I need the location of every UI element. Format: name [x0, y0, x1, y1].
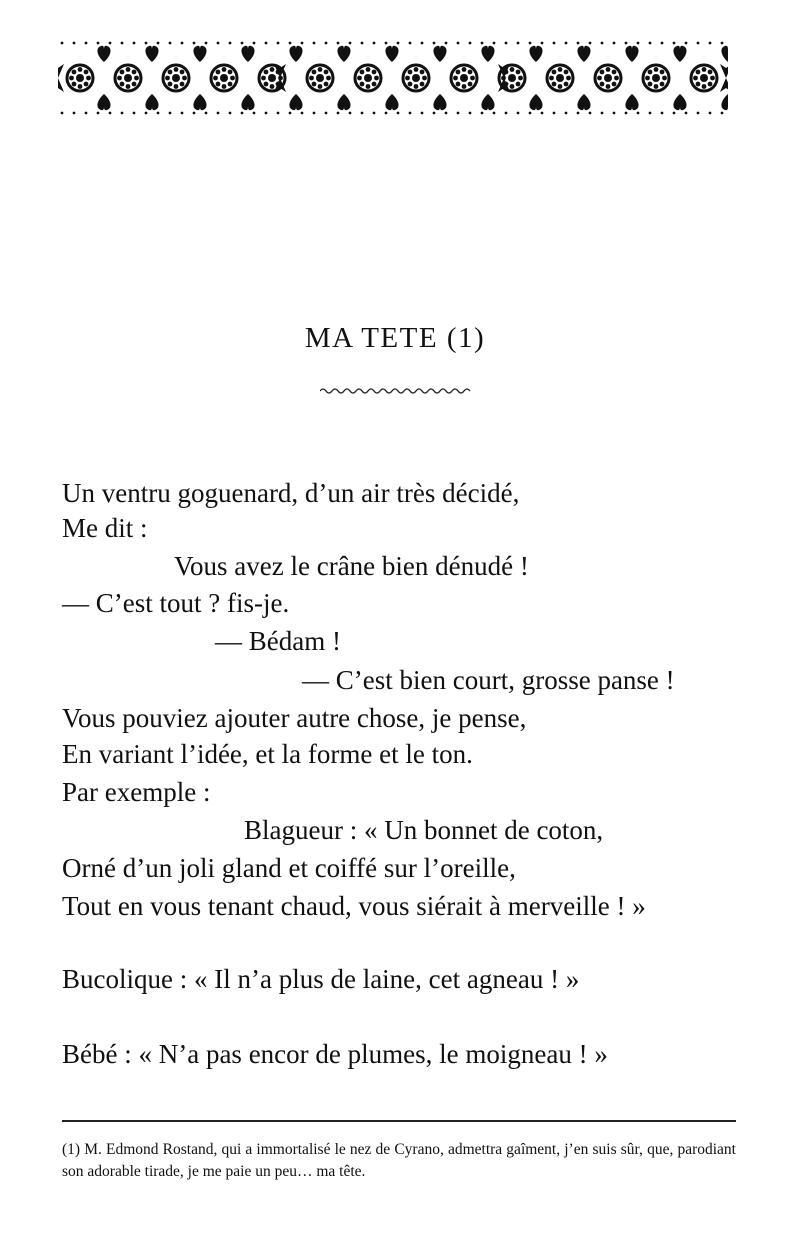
verse-line: Blagueur : « Un bonnet de coton, — [244, 815, 604, 845]
verse-line: — C’est tout ? fis-je. — [62, 588, 290, 618]
verse-line: — Bédam ! — [215, 626, 341, 656]
verse-line: Vous pouviez ajouter autre chose, je pense, — [62, 703, 527, 733]
verse-line: Bucolique : « Il n’a plus de laine, cet agneau ! » — [62, 964, 580, 994]
title-squiggle-divider — [320, 386, 472, 396]
decorative-header-ornament — [58, 40, 728, 116]
verse-line: Orné d’un joli gland et coiffé sur l’oreille, — [62, 853, 516, 883]
verse-line: Bébé : « N’a pas encor de plumes, le moigneau ! » — [62, 1039, 608, 1069]
verse-line: Me dit : — [62, 513, 148, 543]
verse-line: Par exemple : — [62, 777, 211, 807]
verse-line: En variant l’idée, et la forme et le ton. — [62, 739, 473, 769]
verse-line: — C’est bien court, grosse panse ! — [302, 665, 675, 695]
verse-line: Un ventru goguenard, d’un air très décidé, — [62, 478, 520, 508]
verse-line: Vous avez le crâne bien dénudé ! — [174, 551, 529, 581]
page-title: MA TETE (1) — [304, 322, 486, 354]
verse-line: Tout en vous tenant chaud, vous siérait à merveille ! » — [62, 891, 646, 921]
footnote: (1) M. Edmond Rostand, qui a immortalisé le nez de Cyrano, admettra gaîment, j’en suis sûr, que, parodiant son adorable tirade, je me paie un peu… ma tête. — [62, 1141, 736, 1180]
footnote-separator — [62, 1120, 736, 1122]
